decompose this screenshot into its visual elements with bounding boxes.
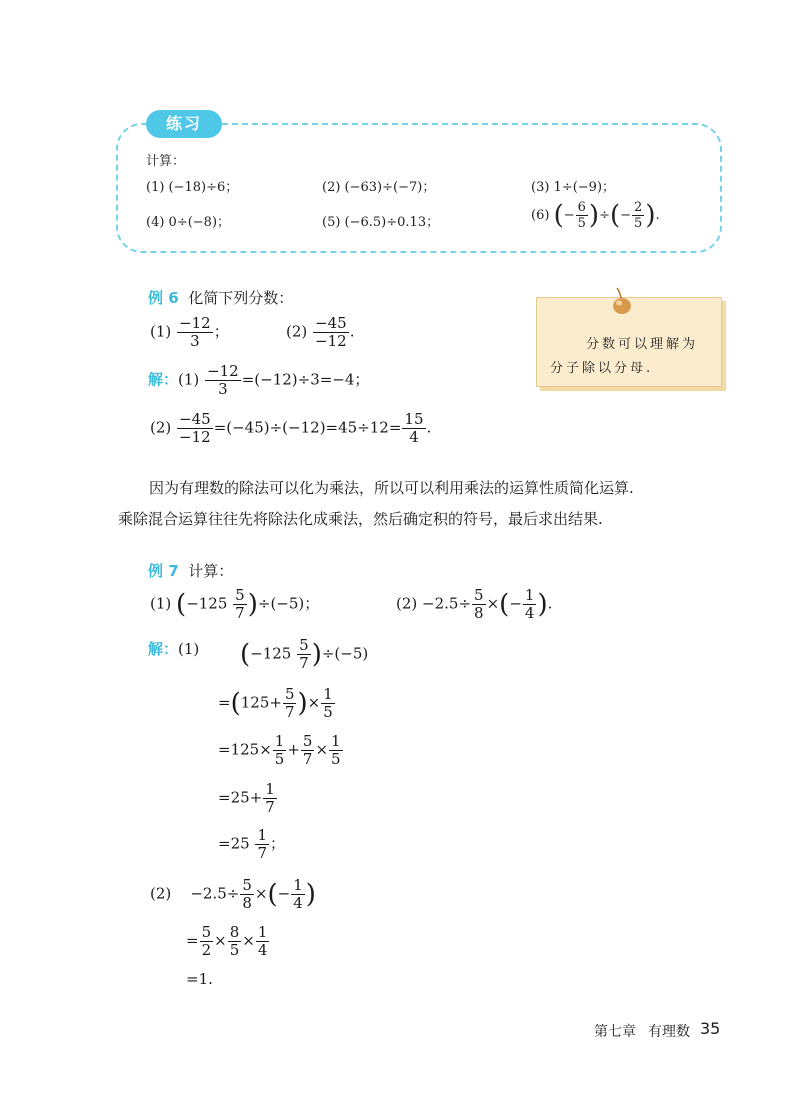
ex7-s2-step2-b: × [214,931,227,950]
ex7-step2-b: 125+ [240,693,282,712]
exercise-item-2: (2) (−63)÷(−7)； [322,180,436,195]
example7-label: 例 7 [148,562,179,580]
ex7-s2-step2-d3: 4 [257,941,268,959]
example6-label: 例 6 [148,289,179,307]
ex7-step2-num2: 1 [323,685,333,703]
ex7-s2-step2-n1: 5 [201,923,212,941]
ex7-step2-den: 7 [284,703,295,721]
example6-heading [148,287,293,308]
ex7-step3-c: × [315,740,329,759]
ex7-step2-c: × [307,693,321,712]
example7-problem-1: (1) (−125 $\frac{5}{7}$ )÷(−5)； [150,586,320,622]
ex7-step4-den: 7 [265,798,275,816]
ex7-step3-n1: 1 [274,732,285,750]
example7-title: 计算： [188,562,234,580]
item6-a-den: 5 [577,216,586,231]
ex7-p2-num2: 1 [524,586,535,604]
example6-problem-2 [286,316,354,349]
ex6-s2-rden: 4 [409,428,419,446]
ex7-step1-den: 7 [299,654,309,672]
ex7-s2-d1: 8 [242,894,252,912]
ex7-step5-num: 1 [257,826,267,844]
footer-title: 有理数 [648,1024,690,1040]
ex7-p1-num: 5 [235,586,245,604]
ex7-s2-step2-a: = [186,931,199,950]
ex7-step3-d1: 5 [274,750,285,768]
ex7-p2-den2: 4 [524,604,535,622]
ex6-s2-label: (2) [150,418,172,437]
ex7-step5-end: ； [269,834,285,853]
ex7-solution-label: 解： [148,640,179,658]
ex7-s2-label: (2) [150,884,172,903]
ex7-p2-num1: 5 [474,586,484,604]
ex7-step3-d2: 7 [302,750,313,768]
exercise-item-3: (3) 1÷(−9)； [531,180,616,195]
footer-chapter: 第七章 [594,1024,636,1040]
ex7-s2-step2-c: × [242,931,255,950]
ex7-p2-label: (2) [396,594,418,613]
ex7-solution-1-line-1 [148,638,199,659]
ex6-p1-den: 3 [190,332,200,350]
exercise-tag: 练习 [146,110,222,138]
exercise-item-5: (5) (−6.5)÷0.13； [322,215,440,230]
ex6-p2-end: . [349,322,355,341]
ex7-p1-den: 7 [235,604,245,622]
note-line-1: 分数可以理解为 [586,337,699,352]
ex7-solution-2-line-1: (2) −2.5÷ $\frac{5}{8}$ ×(− $\frac{1}{4}$ ) [150,876,316,912]
ex7-step2-den2: 5 [323,703,333,721]
ex6-s2-rnum: 15 [404,410,424,428]
item6-b-den: 5 [634,216,643,231]
ex7-s2-n1: 5 [242,876,252,894]
paragraph-line-2: 乘除混合运算往往先将除法化成乘法，然后确定积的符号，最后求出结果. [118,510,603,528]
ex6-s2-end: . [426,418,432,437]
ex6-s2-mid: =(−45)÷(−12)=45÷12= [213,418,402,437]
ex7-s2-step-2 [186,925,270,958]
ex7-s2-step2-d2: 5 [229,941,240,959]
ex7-step2-num: 5 [284,685,295,703]
example7-problem-2: (2) −2.5÷ $\frac{5}{8}$ ×(− $\frac{1}{4}$ ). [396,586,553,622]
ex7-p1-rest: ÷(−5)； [257,594,320,613]
ex7-s2-step2-n2: 8 [229,923,240,941]
ex7-step3-n2: 5 [302,732,313,750]
ex7-step-3 [218,734,344,767]
ex6-s1-rest: =(−12)÷3=−4； [241,370,370,389]
exercise-item-6: (6) (− $\frac{6}{5}$ )÷(− $\frac{2}{5}$ ). [531,200,660,231]
ex7-s2-d2: 4 [293,894,303,912]
ex6-solution-label: 解： [148,370,179,389]
ex7-p2-a: −2.5÷ [422,594,472,613]
ex7-step1-rest: ÷(−5) [321,644,369,663]
ex7-s2-step2-d1: 2 [201,941,212,959]
ex7-s2-n2: 1 [293,876,303,894]
ex7-step4-a: =25+ [218,788,263,807]
ex7-step5-den: 7 [257,844,267,862]
ex6-s1-den: 3 [218,380,228,398]
ex7-step1-whole: −125 [250,644,292,663]
ex6-s1-num: −12 [207,362,239,380]
ex6-s2-num: −45 [179,410,211,428]
ex7-s2-a: −2.5÷ [190,884,240,903]
ex7-step-4 [218,782,278,815]
ex7-step-2: =(125+ $\frac{5}{7}$ )× $\frac{1}{5}$ [218,685,333,721]
page-number: 35 [700,1019,721,1038]
item6-label: (6) [531,208,550,223]
ex6-p1-label: (1) [150,322,172,341]
exercise-item-1: (1) (−18)÷6； [146,180,239,195]
item6-b-num: 2 [634,200,643,215]
ex7-s2-step2-n3: 1 [257,923,268,941]
exercise-item-4: (4) 0÷(−8)； [146,215,231,230]
ex7-p1-whole: −125 [186,594,228,613]
example6-solution-1 [148,364,369,397]
ex6-p1-num: −12 [179,314,211,332]
ex7-step-5 [218,828,285,861]
ex7-step4-num: 1 [265,780,275,798]
exercise-prompt: 计算： [146,154,186,169]
ex6-p2-num: −45 [315,314,347,332]
example6-problem-1 [150,316,229,349]
ex7-step2-a: = [218,693,231,712]
ex7-step3-n3: 1 [331,732,341,750]
ex7-p2-end: . [547,594,553,613]
ex7-s2-step-3: =1. [186,970,213,988]
example6-title: 化简下列分数： [188,289,294,307]
ex6-s1-label: (1) [178,370,200,389]
ex7-step3-d3: 5 [331,750,341,768]
ex7-p2-times: × [486,594,500,613]
ex7-step5-a: =25 [218,834,250,853]
pin-icon [606,286,638,318]
ex7-step3-a: =125× [218,740,272,759]
ex6-p2-label: (2) [286,322,308,341]
ex6-p2-den: −12 [315,332,347,350]
ex7-p1-label: (1) [150,594,172,613]
ex7-s2-b: × [254,884,268,903]
ex6-s2-den: −12 [179,428,211,446]
ex7-step3-b: + [287,740,300,759]
ex6-p1-end: ； [213,322,229,341]
note-line-2: 分子除以分母. [550,361,654,376]
paragraph-line-1: 因为有理数的除法可以化为乘法，所以可以利用乘法的运算性质简化运算. [149,479,634,497]
ex7-step-1: (−125 $\frac{5}{7}$ )÷(−5) [240,636,369,672]
example7-heading [148,560,233,581]
example6-solution-2 [150,412,431,445]
ex7-p2-den1: 8 [474,604,484,622]
item6-a-num: 6 [577,200,586,215]
ex7-s1-label: (1) [178,640,200,658]
ex7-step1-num: 5 [299,636,309,654]
